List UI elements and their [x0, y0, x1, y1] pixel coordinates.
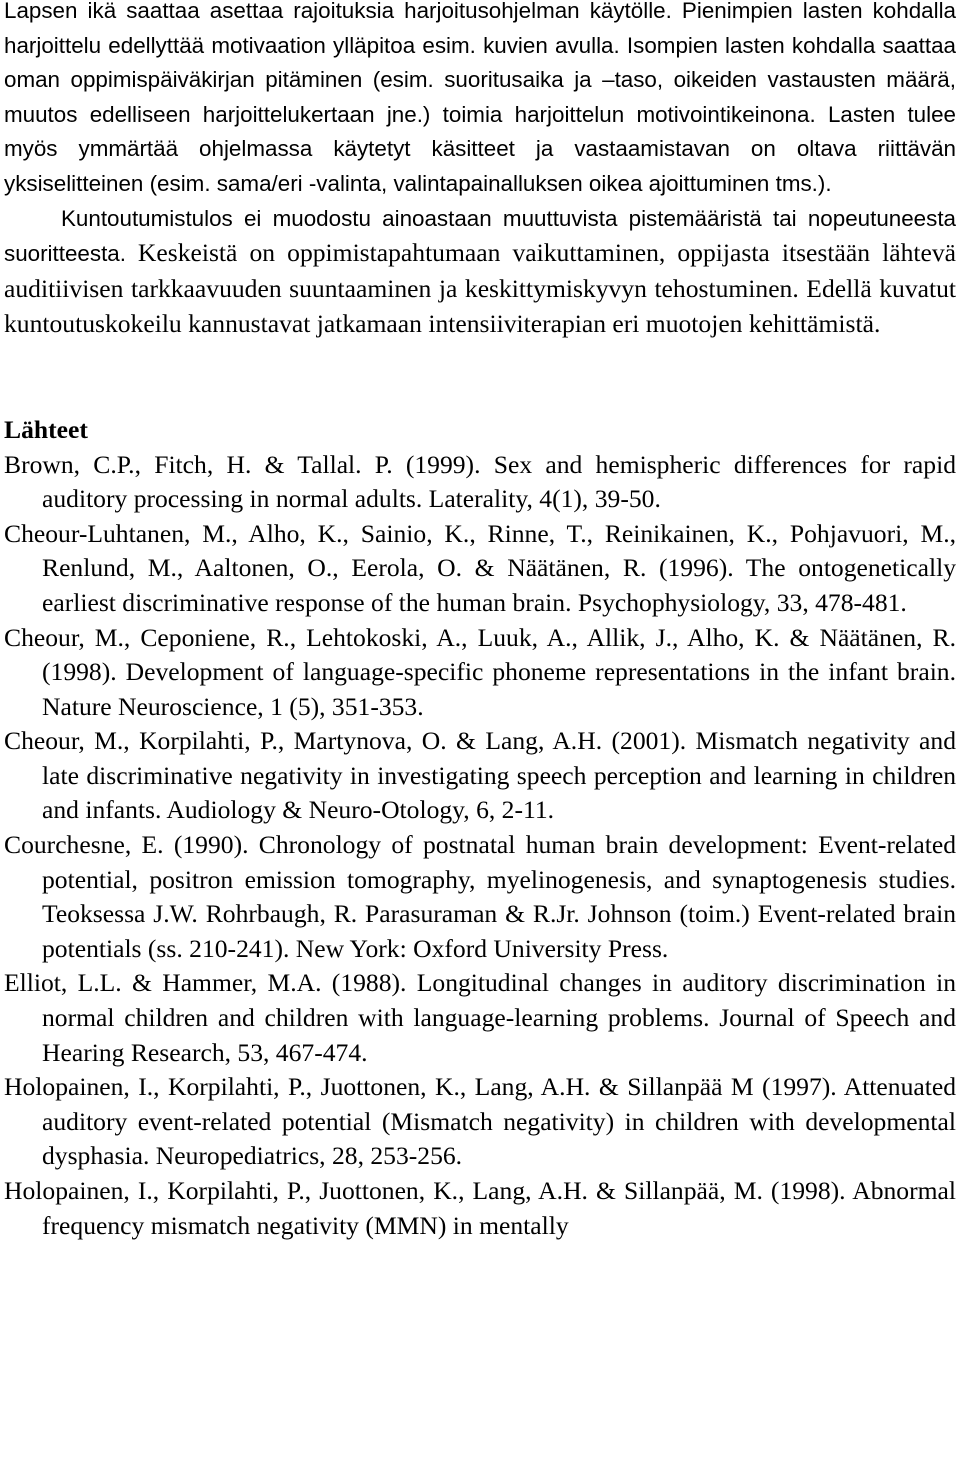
- body-paragraph: [4, 202, 956, 343]
- references-heading: Lähteet: [4, 414, 88, 444]
- reference-item: Courchesne, E. (1990). Chronology of postnatal human brain development: Event-related potential, positron emission tomography, myelinogenesis, and synaptogenesis studies. Teoksessa J.W. Rohrbaugh, R. Parasuraman & R.Jr. Johnson (toim.) Event-related brain potentials (ss. 210-241). New York: Oxford University Press.: [4, 830, 956, 963]
- references-section: [4, 413, 956, 1243]
- reference-item: Holopainen, I., Korpilahti, P., Juottonen, K., Lang, A.H. & Sillanpää M (1997). Attenuated auditory event-related potential (Mismatch negativity) in children with developmental dysphasia. Neuropediatrics, 28, 253-256.: [4, 1072, 956, 1171]
- reference-item: Brown, C.P., Fitch, H. & Tallal. P. (1999). Sex and hemispheric differences for rapid auditory processing in normal adults. Laterality, 4(1), 39-50.: [4, 449, 956, 514]
- body-paragraph-continued: Lapsen ikä saattaa asettaa rajoituksia harjoitusohjelman käytölle. Pienimpien lasten kohdalla harjoittelu edellyttää motivaation ylläpitoa esim. kuvien avulla. Isompien lasten kohdalla saattaa oman oppimispäiväkirjan pitäminen (esim. suoritusaika ja –taso, oikeiden vastausten määrä, muutos edelliseen harjoittelukertaan jne.) toimia harjoittelun motivointikeinona. Lasten tulee myös ymmärtää ohjelmassa käytetyt käsitteet ja vastaamistavan on oltava riittävän yksiselitteinen (esim. sama/eri -valinta, valintapainalluksen oikea ajoittuminen tms.).: [4, 0, 956, 196]
- body-paragraph-serif-part: Keskeistä on oppimistapahtumaan vaikuttaminen, oppijasta itsestään lähtevä auditiivisen tarkkaavuuden suuntaaminen ja keskittymiskyvyn tehostuminen. Edellä kuvatut kuntoutuskokeilu kannustavat jatkamaan intensiiviterapian eri muotojen kehittämistä.: [4, 238, 956, 339]
- reference-item: Cheour, M., Ceponiene, R., Lehtokoski, A., Luuk, A., Allik, J., Alho, K. & Näätänen, R. (1998). Development of language-specific phoneme representations in the infant brain. Nature Neuroscience, 1 (5), 351-353.: [4, 622, 956, 721]
- reference-item: Cheour, M., Korpilahti, P., Martynova, O. & Lang, A.H. (2001). Mismatch negativity and late discriminative negativity in investigating speech perception and learning in children and infants. Audiology & Neuro-Otology, 6, 2-11.: [4, 726, 956, 825]
- reference-item: Elliot, L.L. & Hammer, M.A. (1988). Longitudinal changes in auditory discrimination in normal children and children with language-learning problems. Journal of Speech and Hearing Research, 53, 467-474.: [4, 968, 956, 1067]
- document-page: [4, 0, 956, 1243]
- body-text-sans: [4, 0, 956, 343]
- body-paragraph-sans-part: Kuntoutumistulos ei muodostu ainoastaan muuttuvista pistemääristä tai nopeutuneesta suoritteesta.: [4, 205, 956, 267]
- reference-item: Cheour-Luhtanen, M., Alho, K., Sainio, K., Rinne, T., Reinikainen, K., Pohjavuori, M., Renlund, M., Aaltonen, O., Eerola, O. & Näätänen, R. (1996). The ontogenetically earliest discriminative response of the human brain. Psychophysiology, 33, 478-481.: [4, 518, 956, 617]
- reference-item: Holopainen, I., Korpilahti, P., Juottonen, K., Lang, A.H. & Sillanpää, M. (1998). Abnormal frequency mismatch negativity (MMN) in mentally: [4, 1176, 956, 1240]
- reference-list: [4, 448, 956, 1244]
